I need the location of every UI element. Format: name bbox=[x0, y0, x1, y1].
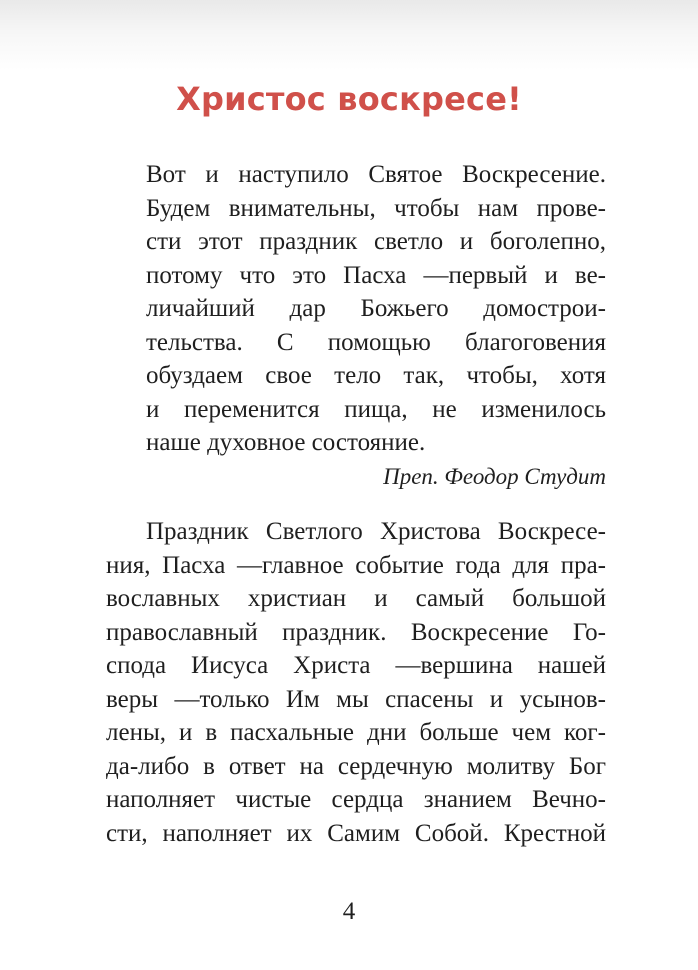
page-top-shadow bbox=[0, 0, 698, 70]
epigraph-attribution: Преп. Феодор Студит bbox=[383, 463, 606, 489]
body-line: ния, Пасха —главное событие года для пра- bbox=[106, 551, 606, 579]
body-paragraph bbox=[106, 515, 606, 850]
body-line: Праздник Светлого Христова Воскресе- bbox=[146, 518, 606, 545]
epigraph-line: личайший дар Божьего домострои- bbox=[146, 295, 606, 322]
body-line: лены, и в пасхальные дни больше чем ког- bbox=[106, 719, 606, 746]
epigraph-line: потому что это Пасха —первый и ве- bbox=[146, 261, 606, 289]
body-line: сти, наполняет их Самим Собой. Крестной bbox=[106, 819, 606, 847]
body-line: вославных христиан и самый большой bbox=[106, 585, 606, 612]
epigraph-line: и переменится пища, не изменилось bbox=[146, 395, 606, 423]
page-number: 4 bbox=[342, 898, 356, 925]
page-title: Христос воскресе! bbox=[176, 80, 522, 118]
epigraph-line: наше духовное состояние. bbox=[146, 429, 426, 456]
epigraph-line: обуздаем свое тело так, чтобы, хотя bbox=[146, 362, 606, 389]
body-line: веры —только Им мы спасены и усынов- bbox=[106, 685, 606, 713]
epigraph-line: Будем внимательны, чтобы нам прове- bbox=[146, 194, 606, 222]
body-line: спода Иисуса Христа —вершина нашей bbox=[106, 652, 606, 679]
epigraph-line: сти этот праздник светло и боголепно, bbox=[146, 228, 606, 255]
body-line: наполняет чистые сердца знанием Вечно- bbox=[106, 786, 606, 813]
body-line: православный праздник. Воскресение Го- bbox=[106, 618, 606, 646]
epigraph-line: тельства. С помощью благоговения bbox=[146, 328, 606, 356]
epigraph-line: Вот и наступило Святое Воскресение. bbox=[146, 161, 606, 188]
epigraph-quote bbox=[146, 158, 606, 495]
body-line: да-либо в ответ на сердечную молитву Бог bbox=[106, 752, 606, 780]
